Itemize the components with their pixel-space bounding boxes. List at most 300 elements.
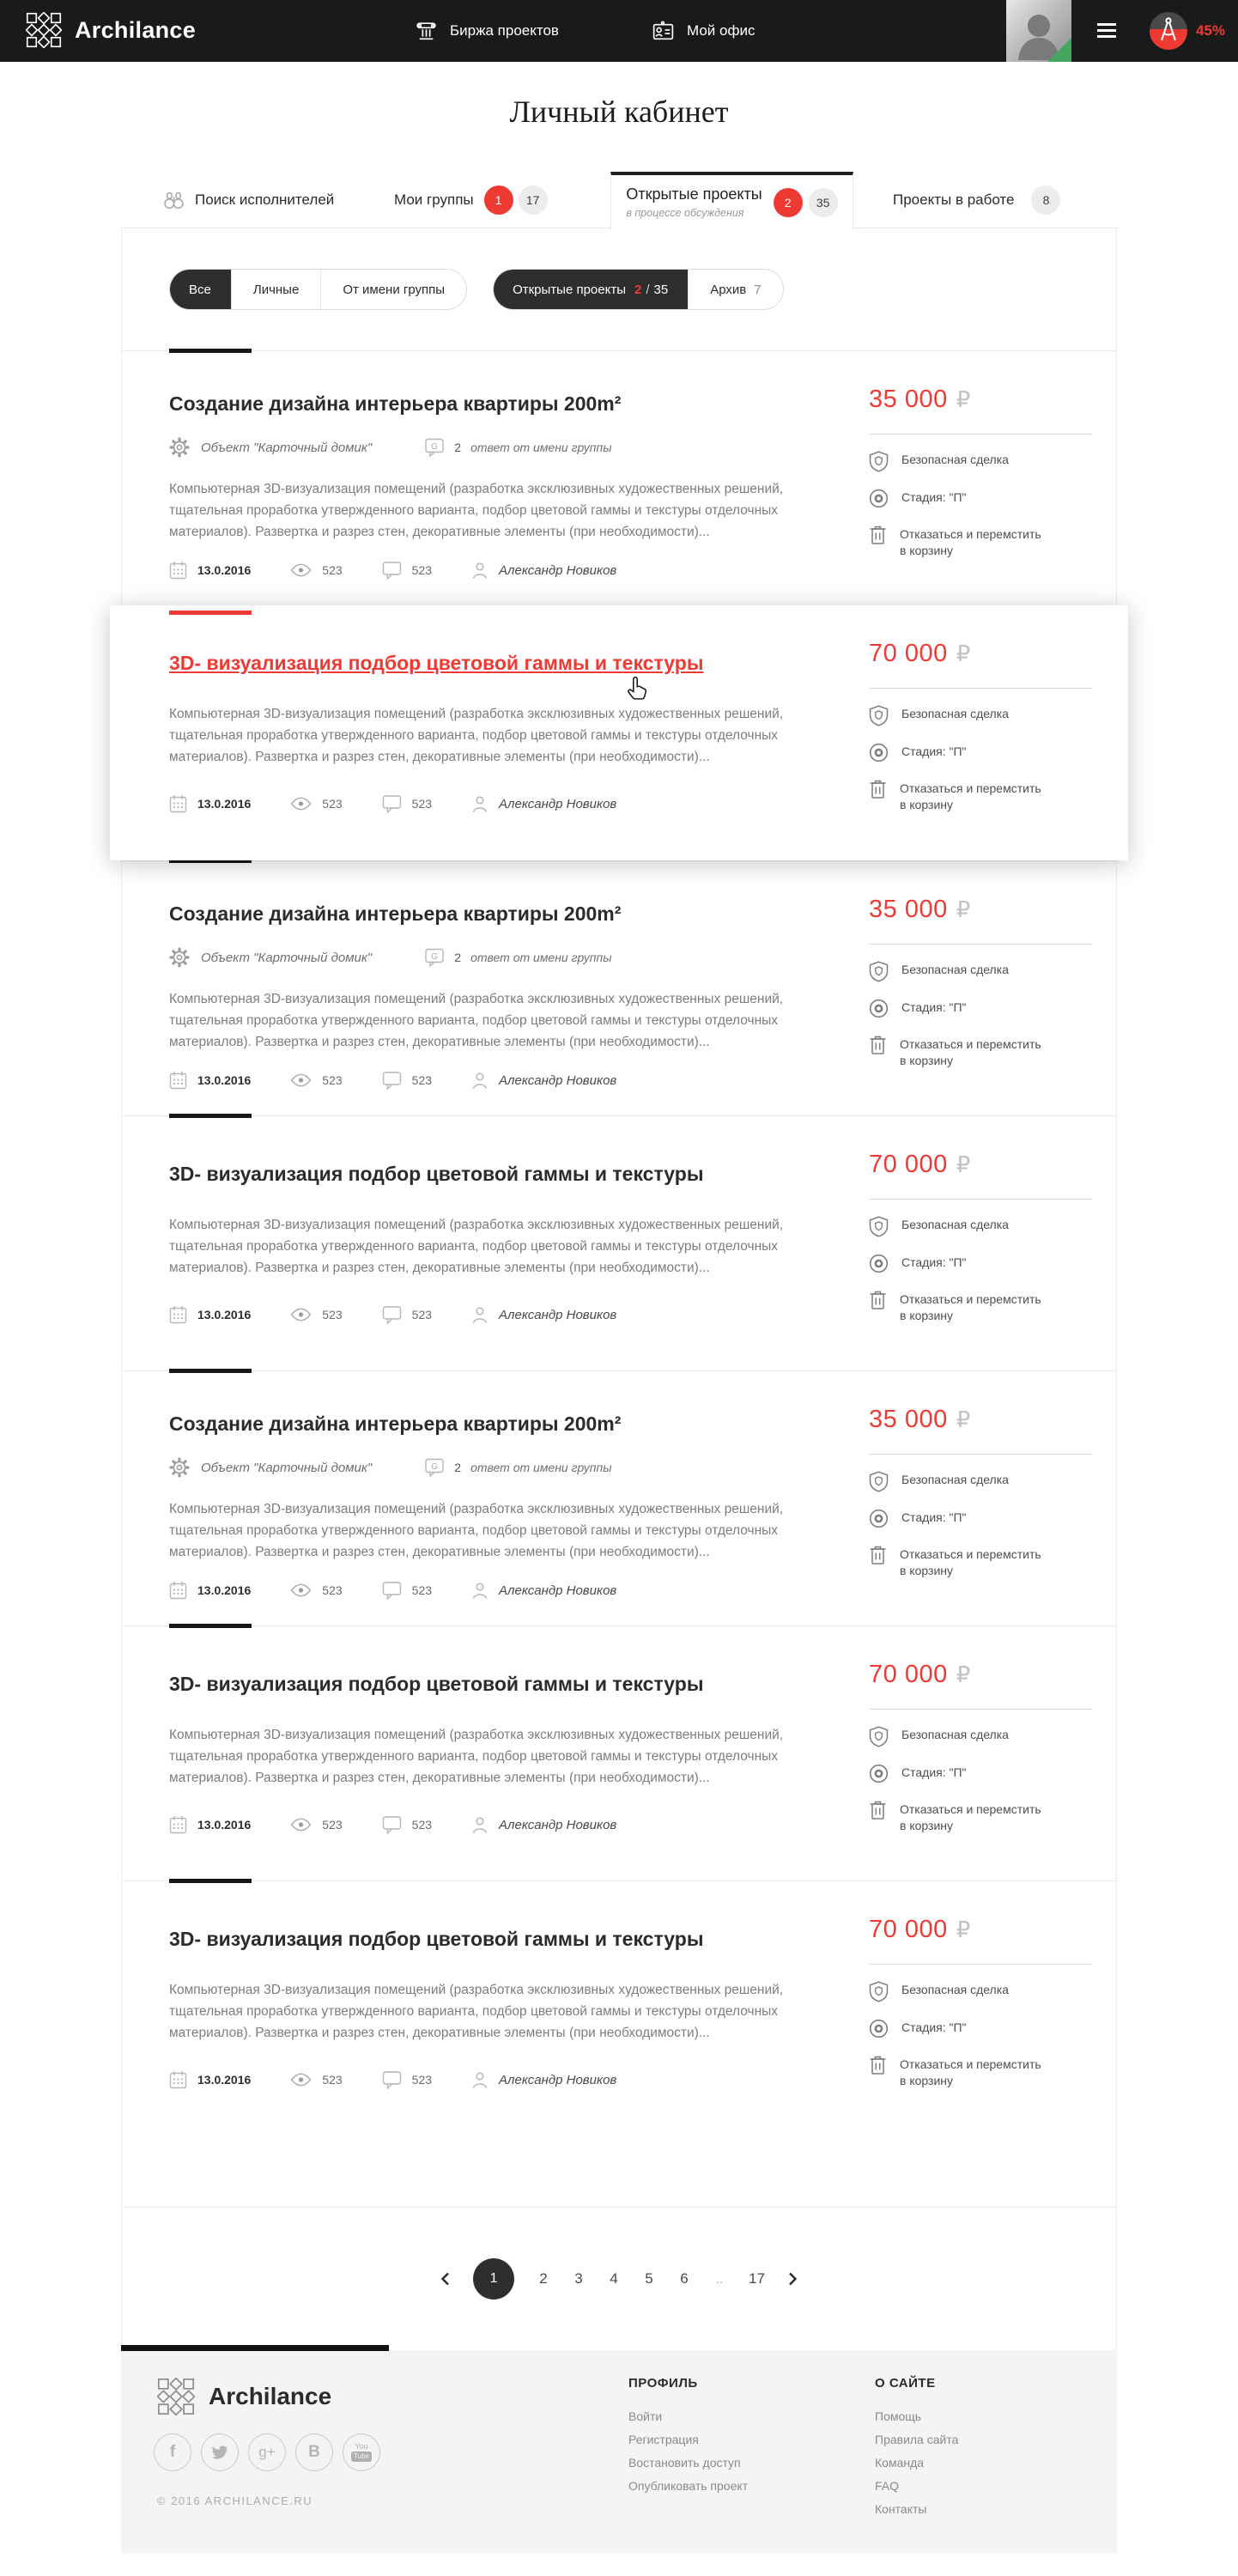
responses-label[interactable]: ответ от имени группы (470, 951, 612, 964)
tab-sublabel: в процессе обсуждения (626, 207, 744, 219)
comments-stat (382, 1581, 432, 1600)
safe-deal-label: Безопасная сделка (901, 1983, 1009, 1996)
discard-label-line1: Отказаться и перемстить (900, 527, 1041, 541)
project-card (122, 1370, 1116, 1625)
comments-stat (382, 1815, 432, 1834)
comments-stat (382, 1071, 432, 1090)
card-body (169, 1881, 869, 2207)
date-value: 13.0.2016 (197, 563, 252, 577)
discard-label-line1: Отказаться и перемстить (900, 1802, 1041, 1816)
shield-icon (869, 1216, 889, 1237)
safe-deal-row (869, 453, 1092, 472)
card-sidebar (869, 861, 1092, 1115)
nav-item-my-office[interactable] (651, 0, 755, 62)
author-name[interactable]: Александр Новиков (499, 562, 617, 578)
tab-projects-in-work[interactable] (893, 172, 1060, 228)
page-link-3[interactable]: 3 (574, 2270, 583, 2287)
gear-icon (169, 437, 190, 458)
footer-link-login[interactable]: Войти (628, 2409, 663, 2423)
project-description: Компьютерная 3D-визуализация помещений (разработка эксклюзивных художественных решений, тщательная проработка утвержденного варианта, подбор цветовой гаммы и текстуры отделочных материалов). Развертка и разрез стен, декоративные элементы (при необходимости)... (169, 1218, 784, 1275)
sidebar-divider (869, 1454, 1092, 1455)
author-stat (471, 1072, 616, 1090)
views-count: 523 (322, 1308, 343, 1321)
discard-label-line1: Отказаться и перемстить (900, 2057, 1041, 2071)
page-link-2[interactable]: 2 (539, 2270, 548, 2287)
prev-page-icon[interactable] (440, 2272, 450, 2286)
sidebar-divider (869, 1709, 1092, 1710)
views-stat (290, 2073, 342, 2087)
person-icon (471, 562, 489, 580)
discard-action[interactable] (869, 1546, 1092, 1579)
group-bubble-icon (425, 438, 445, 458)
views-count: 523 (322, 1583, 343, 1597)
project-price: 35 000 (869, 896, 948, 923)
badge-new: 2 (774, 188, 803, 217)
project-card (122, 1880, 1116, 2207)
nav-item-project-exchange[interactable] (414, 0, 559, 62)
date-value: 13.0.2016 (197, 797, 252, 811)
page-ellipsis: .. (716, 2272, 723, 2286)
next-page-icon[interactable] (788, 2272, 798, 2286)
pagination (122, 2208, 1116, 2350)
card-body (169, 1116, 869, 1370)
comments-stat (382, 794, 432, 813)
discard-label-line1: Отказаться и перемстить (900, 781, 1041, 795)
shield-icon (869, 1471, 889, 1492)
footer-social-links (154, 2433, 380, 2471)
sidebar-divider (869, 1964, 1092, 1965)
footer-link-register[interactable]: Регистрация (628, 2433, 699, 2446)
project-description: Компьютерная 3D-визуализация помещений (разработка эксклюзивных художественных решений, тщательная проработка утвержденного варианта, подбор цветовой гаммы и текстуры отделочных материалов). Развертка и разрез стен, декоративные элементы (при необходимости)... (169, 1502, 784, 1559)
card-stats-row (169, 1815, 869, 1834)
shield-icon (869, 705, 889, 726)
comment-bubble-icon (382, 1071, 402, 1090)
target-icon (869, 743, 889, 762)
person-icon (471, 2071, 489, 2089)
tab-search-performers[interactable] (163, 172, 334, 228)
twitter-icon[interactable] (201, 2433, 239, 2471)
discard-action[interactable] (869, 781, 1092, 813)
footer-link-faq[interactable]: FAQ (875, 2479, 900, 2493)
responses-label[interactable]: ответ от имени группы (470, 1461, 612, 1474)
nav-label: Биржа проектов (450, 22, 559, 39)
target-icon (869, 1254, 889, 1273)
author-stat (471, 1306, 616, 1324)
views-count: 523 (322, 797, 343, 811)
filter-open-projects[interactable] (493, 269, 688, 310)
discard-action[interactable] (869, 2057, 1092, 2089)
responses-count: 2 (454, 440, 462, 454)
target-icon (869, 1764, 889, 1783)
stage-label: Стадия: "П" (901, 1000, 967, 1014)
date-value: 13.0.2016 (197, 1073, 252, 1087)
page-link-4[interactable]: 4 (610, 2270, 618, 2287)
stage-row (869, 2020, 1092, 2038)
sidebar-divider (869, 1199, 1092, 1200)
person-icon (471, 1816, 489, 1834)
project-price: 70 000 (869, 640, 948, 667)
date-stat (169, 1305, 251, 1324)
user-avatar[interactable] (1006, 0, 1071, 62)
stage-label: Стадия: "П" (901, 2020, 967, 2034)
author-stat (471, 562, 616, 580)
price-row (869, 1916, 1092, 1944)
discard-action[interactable] (869, 1291, 1092, 1324)
project-card (122, 1625, 1116, 1880)
svg-text:G: G (431, 441, 439, 452)
compass-progress-icon (1149, 11, 1188, 51)
badge-total: 8 (1031, 185, 1060, 215)
card-body (169, 351, 869, 605)
person-icon (471, 1582, 489, 1600)
project-title-link[interactable]: Создание дизайна интерьера квартиры 200m² (169, 902, 622, 925)
project-title-link[interactable]: 3D- визуализация подбор цветовой гаммы и текстуры (169, 1163, 704, 1185)
filter-all[interactable]: Все (169, 269, 231, 310)
calendar-icon (169, 2070, 187, 2089)
views-stat (290, 1818, 342, 1832)
filter-on-behalf[interactable]: От имени группы (320, 270, 466, 309)
discard-label-line2: в корзину (900, 798, 953, 811)
footer-link-restore-access[interactable]: Востановить доступ (628, 2456, 741, 2470)
person-icon (471, 795, 489, 813)
page-numbers (473, 2258, 765, 2300)
comments-count: 523 (411, 2073, 433, 2087)
calendar-icon (169, 1071, 187, 1090)
tab-my-groups[interactable] (394, 172, 548, 228)
footer-link-team[interactable]: Команда (875, 2456, 925, 2470)
date-value: 13.0.2016 (197, 1583, 252, 1597)
object-meta (169, 437, 372, 458)
page-link-5[interactable]: 5 (645, 2270, 653, 2287)
brand-name: Archilance (75, 16, 197, 43)
group-bubble-icon (425, 948, 445, 968)
project-card (110, 605, 1128, 860)
tab-label: Открытые проекты (626, 185, 762, 203)
discard-label-line1: Отказаться и перемстить (900, 1037, 1041, 1051)
responses-count: 2 (454, 951, 462, 964)
object-label[interactable]: Объект "Карточный домик" (201, 1460, 373, 1475)
ownership-filter (169, 269, 467, 310)
trash-icon (869, 1035, 887, 1055)
comment-bubble-icon (382, 561, 402, 580)
ruble-sign: ₽ (956, 1151, 971, 1177)
group-response-meta (425, 948, 611, 968)
project-description: Компьютерная 3D-визуализация помещений (разработка эксклюзивных художественных решений, тщательная проработка утвержденного варианта, подбор цветовой гаммы и текстуры отделочных материалов). Развертка и разрез стен, декоративные элементы (при необходимости)... (169, 1983, 784, 2040)
stage-label: Стадия: "П" (901, 1510, 967, 1524)
trash-icon (869, 1545, 887, 1565)
date-value: 13.0.2016 (197, 1818, 252, 1832)
target-icon (869, 489, 889, 508)
date-value: 13.0.2016 (197, 2073, 252, 2087)
discard-action[interactable] (869, 526, 1092, 559)
target-icon (869, 999, 889, 1018)
discard-label-line2: в корзину (900, 1819, 953, 1832)
footer-column-about (875, 2376, 958, 2521)
card-meta-row (169, 437, 869, 458)
eye-icon (290, 1073, 312, 1087)
footer-brand[interactable] (157, 2378, 331, 2415)
author-name[interactable]: Александр Новиков (499, 796, 617, 811)
object-meta (169, 1457, 372, 1478)
project-cards-list (122, 350, 1116, 2208)
author-stat (471, 1582, 616, 1600)
project-price: 70 000 (869, 1661, 948, 1688)
target-icon (869, 2019, 889, 2038)
author-name[interactable]: Александр Новиков (499, 1583, 617, 1598)
author-name[interactable]: Александр Новиков (499, 1817, 617, 1832)
project-title-link[interactable]: 3D- визуализация подбор цветовой гаммы и текстуры (169, 1673, 704, 1695)
badge-total: 35 (809, 188, 838, 217)
project-card (122, 1115, 1116, 1370)
views-stat (290, 1308, 342, 1321)
nav-label: Мой офис (687, 22, 756, 39)
google-plus-icon[interactable]: g+ (248, 2433, 286, 2471)
eye-icon (290, 1583, 312, 1597)
safe-deal-row (869, 1473, 1092, 1492)
footer-link-publish-project[interactable]: Опубликовать проект (628, 2479, 749, 2493)
column-icon (414, 19, 439, 44)
project-price: 70 000 (869, 1151, 948, 1178)
group-response-meta (425, 1458, 611, 1478)
footer-column-profile (628, 2376, 748, 2498)
person-icon (471, 1072, 489, 1090)
filter-label: Архив (710, 282, 747, 297)
card-body (169, 1626, 869, 1880)
comments-count: 523 (411, 1308, 433, 1321)
views-stat (290, 1073, 342, 1087)
shield-icon (869, 451, 889, 472)
stage-row (869, 1510, 1092, 1528)
tab-label: Поиск исполнителей (195, 191, 335, 208)
discard-label-line1: Отказаться и перемстить (900, 1547, 1041, 1561)
author-name[interactable]: Александр Новиков (499, 2072, 617, 2087)
gear-icon (169, 947, 190, 968)
trash-icon (869, 779, 887, 799)
id-card-icon (651, 19, 676, 44)
stage-row (869, 1000, 1092, 1018)
hamburger-menu-icon[interactable] (1097, 23, 1116, 41)
comments-count: 523 (411, 1818, 433, 1832)
comments-stat (382, 1305, 432, 1324)
project-card (122, 350, 1116, 605)
project-description: Компьютерная 3D-визуализация помещений (разработка эксклюзивных художественных решений, тщательная проработка утвержденного варианта, подбор цветовой гаммы и текстуры отделочных материалов). Развертка и разрез стен, декоративные элементы (при необходимости)... (169, 707, 784, 764)
eye-icon (290, 2073, 312, 2087)
eye-icon (290, 797, 312, 811)
comments-count: 523 (411, 563, 433, 577)
binoculars-icon (163, 190, 185, 210)
price-row (869, 1661, 1092, 1689)
calendar-icon (169, 1305, 187, 1324)
profile-progress[interactable] (1149, 11, 1225, 51)
calendar-icon (169, 794, 187, 813)
comment-bubble-icon (382, 1305, 402, 1324)
footer-link-help[interactable]: Помощь (875, 2409, 922, 2423)
trash-icon (869, 1800, 887, 1820)
discard-label-line1: Отказаться и перемстить (900, 1292, 1041, 1306)
project-title-link[interactable]: Создание дизайна интерьера квартиры 200m² (169, 1413, 622, 1435)
safe-deal-label: Безопасная сделка (901, 1473, 1009, 1486)
safe-deal-label: Безопасная сделка (901, 1218, 1009, 1231)
comments-count: 523 (411, 1073, 433, 1087)
date-stat (169, 1071, 251, 1090)
object-meta (169, 947, 372, 968)
discard-action[interactable] (869, 1036, 1092, 1069)
views-count: 523 (322, 2073, 343, 2087)
comment-bubble-icon (382, 2070, 402, 2089)
safe-deal-row (869, 1983, 1092, 2002)
footer-link-contacts[interactable]: Контакты (875, 2502, 927, 2516)
project-title-link[interactable]: 3D- визуализация подбор цветовой гаммы и текстуры (169, 652, 704, 674)
safe-deal-row (869, 707, 1092, 726)
tab-open-projects-active[interactable] (610, 172, 853, 229)
responses-count: 2 (454, 1461, 462, 1474)
author-stat (471, 2071, 616, 2089)
discard-label-line2: в корзину (900, 2074, 953, 2087)
group-bubble-icon (425, 1458, 445, 1478)
object-label[interactable]: Объект "Карточный домик" (201, 950, 373, 965)
card-sidebar (869, 1116, 1092, 1370)
gear-icon (169, 1457, 190, 1478)
card-stats-row (169, 1305, 869, 1324)
discard-action[interactable] (869, 1801, 1092, 1834)
safe-deal-label: Безопасная сделка (901, 1728, 1009, 1741)
project-description: Компьютерная 3D-визуализация помещений (разработка эксклюзивных художественных решений, тщательная проработка утвержденного варианта, подбор цветовой гаммы и текстуры отделочных материалов). Развертка и разрез стен, декоративные элементы (при необходимости)... (169, 482, 784, 539)
stage-label: Стадия: "П" (901, 1255, 967, 1269)
object-label[interactable]: Объект "Карточный домик" (201, 440, 373, 455)
svg-text:G: G (431, 1461, 439, 1472)
archilance-logo-icon (157, 2378, 195, 2415)
date-stat (169, 1581, 251, 1600)
brand-logo[interactable] (26, 12, 196, 48)
project-title-link[interactable]: Создание дизайна интерьера квартиры 200m² (169, 392, 622, 415)
count-separator: / (646, 282, 650, 297)
comment-bubble-icon (382, 794, 402, 813)
project-title-link[interactable]: 3D- визуализация подбор цветовой гаммы и текстуры (169, 1928, 704, 1950)
copyright-text: © 2016 ARCHILANCE.RU (157, 2494, 313, 2507)
tab-label: Мои группы (394, 191, 474, 208)
author-name[interactable]: Александр Новиков (499, 1072, 617, 1088)
card-sidebar (869, 1371, 1092, 1625)
comments-count: 523 (411, 1583, 433, 1597)
comments-count: 523 (411, 797, 433, 811)
card-stats-row (169, 2070, 869, 2089)
stage-label: Стадия: "П" (901, 744, 967, 758)
archilance-logo-icon (26, 12, 62, 48)
discard-label-line2: в корзину (900, 1309, 953, 1322)
card-body (169, 861, 869, 1115)
project-price: 35 000 (869, 1406, 948, 1433)
date-stat (169, 794, 251, 813)
sidebar-divider (869, 944, 1092, 945)
views-count: 523 (322, 1818, 343, 1832)
stage-label: Стадия: "П" (901, 1765, 967, 1779)
page-link-1[interactable]: 1 (473, 2258, 514, 2300)
card-sidebar (869, 1626, 1092, 1880)
safe-deal-row (869, 963, 1092, 982)
safe-deal-label: Безопасная сделка (901, 453, 1009, 466)
facebook-icon[interactable]: f (154, 2433, 191, 2471)
tab-panel (121, 228, 1117, 2350)
card-stats-row (169, 1581, 869, 1600)
card-sidebar (869, 351, 1092, 605)
eye-icon (290, 563, 312, 577)
discard-label-line2: в корзину (900, 1054, 953, 1067)
safe-deal-row (869, 1728, 1092, 1747)
date-stat (169, 1815, 251, 1834)
safe-deal-label: Безопасная сделка (901, 963, 1009, 976)
page-link-6[interactable]: 6 (680, 2270, 689, 2287)
stage-row (869, 744, 1092, 762)
footer-link-rules[interactable]: Правила сайта (875, 2433, 959, 2446)
target-icon (869, 1509, 889, 1528)
youtube-icon[interactable]: You Tube (343, 2433, 380, 2471)
card-stats-row (169, 1071, 869, 1090)
card-body (169, 1371, 869, 1625)
views-stat (290, 797, 342, 811)
behance-icon[interactable]: B (295, 2433, 333, 2471)
price-row (869, 386, 1092, 414)
tabs-bar (121, 172, 1117, 228)
svg-text:G: G (431, 951, 439, 962)
author-name[interactable]: Александр Новиков (499, 1307, 617, 1322)
progress-percent: 45% (1196, 22, 1226, 39)
ruble-sign: ₽ (956, 1406, 971, 1432)
trash-icon (869, 525, 887, 545)
card-body (169, 605, 869, 860)
page-link-17[interactable]: 17 (749, 2270, 765, 2287)
filter-label: Открытые проекты (513, 282, 626, 297)
comments-stat (382, 2070, 432, 2089)
project-card (122, 860, 1116, 1115)
ruble-sign: ₽ (956, 386, 971, 412)
open-total-count: 35 (653, 282, 669, 297)
views-stat (290, 1583, 342, 1597)
discard-label-line2: в корзину (900, 544, 953, 557)
project-price: 70 000 (869, 1916, 948, 1943)
filter-archive[interactable] (688, 270, 782, 309)
filters-row (122, 228, 1116, 350)
group-response-meta (425, 438, 611, 458)
card-meta-row (169, 1457, 869, 1478)
state-filter (493, 269, 784, 310)
footer-column-title: О САЙТЕ (875, 2376, 936, 2391)
avatar-status-corner (1047, 37, 1071, 62)
price-row (869, 1406, 1092, 1434)
date-stat (169, 561, 251, 580)
date-stat (169, 2070, 251, 2089)
author-stat (471, 795, 616, 813)
card-sidebar (869, 1881, 1092, 2207)
filter-personal[interactable]: Личные (231, 270, 320, 309)
card-meta-row (169, 947, 869, 968)
eye-icon (290, 1308, 312, 1321)
stage-row (869, 1255, 1092, 1273)
stage-label: Стадия: "П" (901, 490, 967, 504)
safe-deal-row (869, 1218, 1092, 1237)
footer-column-title: ПРОФИЛЬ (628, 2376, 698, 2391)
top-header (0, 0, 1238, 62)
stage-row (869, 490, 1092, 508)
comment-bubble-icon (382, 1815, 402, 1834)
discard-label-line2: в корзину (900, 1564, 953, 1577)
ruble-sign: ₽ (956, 896, 971, 922)
sidebar-divider (869, 688, 1092, 689)
responses-label[interactable]: ответ от имени группы (470, 440, 612, 454)
views-stat (290, 563, 342, 577)
project-price: 35 000 (869, 386, 948, 413)
trash-icon (869, 1290, 887, 1310)
ruble-sign: ₽ (956, 1662, 971, 1687)
